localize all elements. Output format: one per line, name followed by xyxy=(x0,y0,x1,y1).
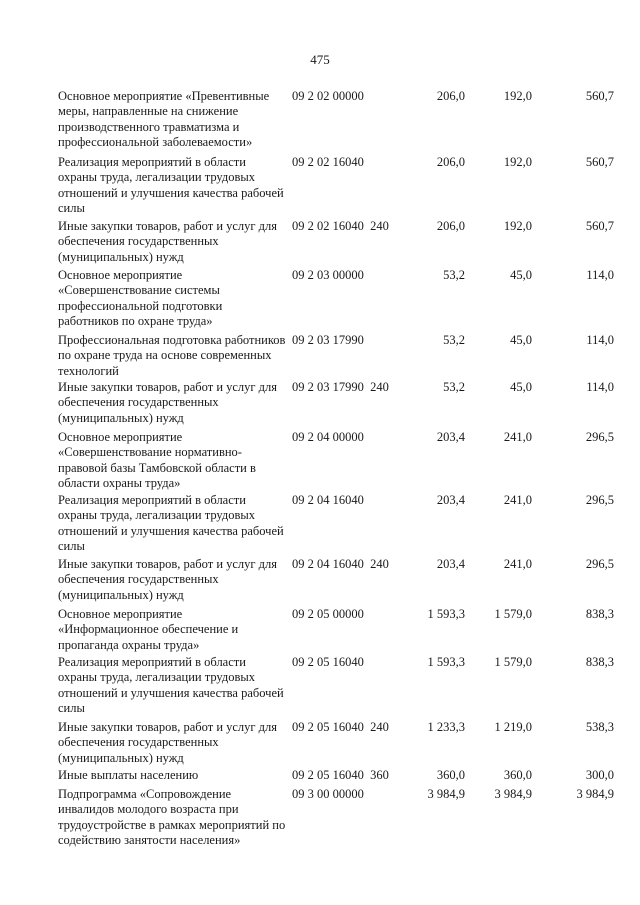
row-description: Иные выплаты населению xyxy=(58,768,199,782)
row-value-2: 360,0 xyxy=(503,768,532,782)
row-description: Реализация мероприятий в области охраны труда, легализации трудовых отношений и улучшения качества рабочей силы xyxy=(58,155,284,215)
row-value-1: 203,4 xyxy=(436,430,465,444)
row-value-1: 1 593,3 xyxy=(427,607,465,621)
row-code: 09 2 05 00000 xyxy=(292,607,364,621)
row-description: Основное мероприятие «Совершенствование системы профессиональной подготовки работников по охране труда» xyxy=(58,268,223,328)
row-code: 09 2 05 16040 360 xyxy=(292,768,389,782)
row-value-1: 203,4 xyxy=(436,493,465,507)
row-value-1: 53,2 xyxy=(443,333,465,347)
row-description: Профессиональная подготовка работников по охране труда на основе современных технологий xyxy=(58,333,286,378)
row-value-3: 296,5 xyxy=(585,430,614,444)
row-description: Реализация мероприятий в области охраны труда, легализации трудовых отношений и улучшения качества рабочей силы xyxy=(58,493,284,553)
row-code: 09 2 04 16040 240 xyxy=(292,557,389,571)
row-description: Иные закупки товаров, работ и услуг для обеспечения государственных (муниципальных) нужд xyxy=(58,380,278,425)
row-value-3: 300,0 xyxy=(585,768,614,782)
row-value-3: 560,7 xyxy=(585,219,614,233)
row-description: Иные закупки товаров, работ и услуг для обеспечения государственных (муниципальных) нужд xyxy=(58,557,278,602)
row-code: 09 2 02 16040 240 xyxy=(292,219,389,233)
row-value-2: 1 579,0 xyxy=(494,655,532,669)
row-code: 09 2 04 00000 xyxy=(292,430,364,444)
row-value-1: 360,0 xyxy=(436,768,465,782)
row-value-1: 206,0 xyxy=(436,155,465,169)
row-value-2: 192,0 xyxy=(503,89,532,103)
row-value-3: 114,0 xyxy=(586,333,614,347)
row-value-3: 560,7 xyxy=(585,155,614,169)
row-code: 09 2 05 16040 240 xyxy=(292,720,389,734)
row-value-1: 206,0 xyxy=(436,89,465,103)
row-description: Основное мероприятие «Совершенствование нормативно-правовой базы Тамбовской области в области охраны труда» xyxy=(58,430,256,490)
row-value-2: 1 579,0 xyxy=(494,607,532,621)
row-value-3: 3 984,9 xyxy=(576,787,614,801)
row-description: Иные закупки товаров, работ и услуг для обеспечения государственных (муниципальных) нужд xyxy=(58,219,278,264)
row-value-1: 53,2 xyxy=(443,268,465,282)
row-value-2: 45,0 xyxy=(510,268,532,282)
row-value-2: 241,0 xyxy=(503,493,532,507)
row-value-1: 203,4 xyxy=(436,557,465,571)
row-description: Подпрограмма «Сопровождение инвалидов молодого возраста при трудоустройстве в рамках мероприятий по содействию занятости населения» xyxy=(58,787,286,847)
row-code: 09 2 03 17990 240 xyxy=(292,380,389,394)
row-value-3: 838,3 xyxy=(585,655,614,669)
row-value-3: 114,0 xyxy=(586,380,614,394)
row-value-2: 241,0 xyxy=(503,557,532,571)
row-value-2: 192,0 xyxy=(503,155,532,169)
row-code: 09 2 02 16040 xyxy=(292,155,364,169)
page-number: 475 xyxy=(310,52,330,67)
row-value-3: 296,5 xyxy=(585,493,614,507)
row-value-1: 206,0 xyxy=(436,219,465,233)
row-description: Иные закупки товаров, работ и услуг для обеспечения государственных (муниципальных) нужд xyxy=(58,720,278,765)
row-value-3: 538,3 xyxy=(585,720,614,734)
row-code: 09 2 04 16040 xyxy=(292,493,364,507)
row-value-1: 1 233,3 xyxy=(427,720,465,734)
row-code: 09 2 05 16040 xyxy=(292,655,364,669)
row-value-3: 560,7 xyxy=(585,89,614,103)
row-description: Реализация мероприятий в области охраны труда, легализации трудовых отношений и улучшения качества рабочей силы xyxy=(58,655,284,715)
row-description: Основное мероприятие «Информационное обеспечение и пропаганда охраны труда» xyxy=(58,607,239,652)
row-code: 09 2 02 00000 xyxy=(292,89,364,103)
row-value-2: 3 984,9 xyxy=(494,787,532,801)
row-value-3: 838,3 xyxy=(585,607,614,621)
row-value-1: 3 984,9 xyxy=(427,787,465,801)
row-code: 09 2 03 17990 xyxy=(292,333,364,347)
row-value-1: 53,2 xyxy=(443,380,465,394)
row-value-2: 192,0 xyxy=(503,219,532,233)
row-value-2: 45,0 xyxy=(510,333,532,347)
row-value-2: 1 219,0 xyxy=(494,720,532,734)
row-code: 09 3 00 00000 xyxy=(292,787,364,801)
row-value-3: 114,0 xyxy=(586,268,614,282)
row-description: Основное мероприятие «Превентивные меры, направленные на снижение производственного травматизма и профессиональной заболеваемости» xyxy=(58,89,270,149)
row-value-3: 296,5 xyxy=(585,557,614,571)
row-code: 09 2 03 00000 xyxy=(292,268,364,282)
row-value-1: 1 593,3 xyxy=(427,655,465,669)
row-value-2: 241,0 xyxy=(503,430,532,444)
row-value-2: 45,0 xyxy=(510,380,532,394)
